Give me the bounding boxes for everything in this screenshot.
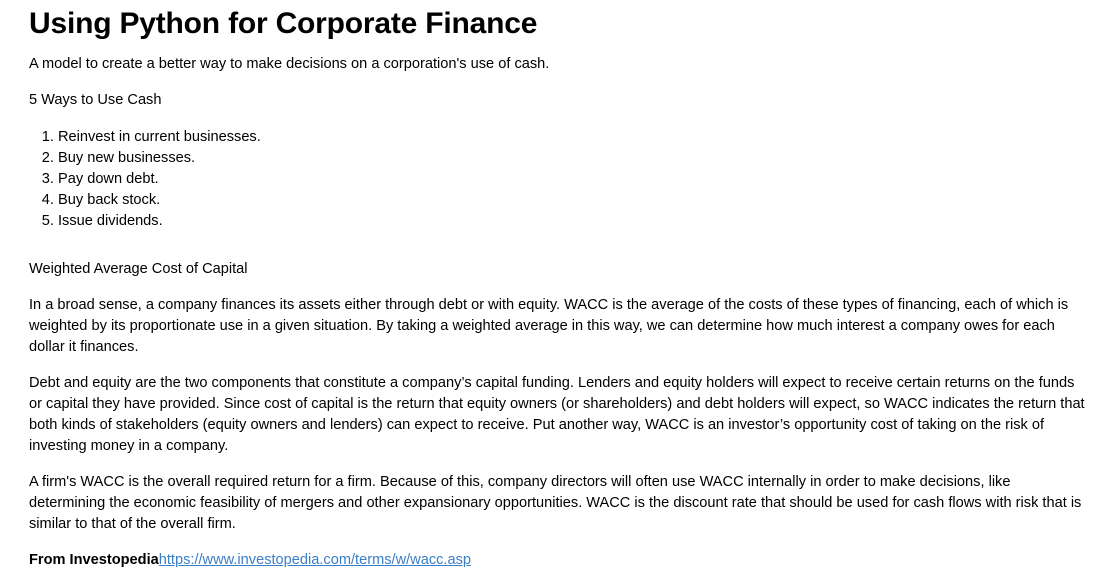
source-line [29,550,1086,571]
page-subtitle: A model to create a better way to make decisions on a corporation's use of cash. [29,56,550,72]
ways-list [29,127,1086,232]
wacc-paragraph: A firm's WACC is the overall required return for a firm. Because of this, company directors will often use WACC internally in order to make decisions, like determining the economic feasibility of mergers and other expansionary opportunities. WACC is the discount rate that should be used for cash flows with risk that is similar to that of the overall firm. [29,474,1082,532]
source-link[interactable]: https://www.investopedia.com/terms/w/wacc.asp [158,552,472,568]
ways-heading: 5 Ways to Use Cash [29,92,162,108]
list-item: 3. Pay down debt. [58,169,1086,190]
wacc-paragraph: Debt and equity are the two components that constitute a company’s capital funding. Lenders and equity holders will expect to receive certain returns on the funds or capital they have provided. Since cost of capital is the return that equity owners (or shareholders) and debt holders will expect, so WACC indicates the return that both kinds of stakeholders (equity owners and lenders) can expect to receive. Put another way, WACC is an investor’s opportunity cost of taking on the risk of investing money in a company. [29,375,1085,454]
list-item: 4. Buy back stock. [58,190,1086,211]
source-label: From Investopedia [29,552,159,568]
wacc-heading: Weighted Average Cost of Capital [29,261,248,277]
wacc-paragraph: In a broad sense, a company finances its assets either through debt or with equity. WACC is the average of the costs of these types of financing, each of which is weighted by its proportionate use in a given situation. By taking a weighted average in this way, we can determine how much interest a company owes for each dollar it finances. [29,297,1069,355]
list-item: 5. Issue dividends. [58,211,1086,232]
list-item: 1. Reinvest in current businesses. [58,127,1086,148]
list-item: 2. Buy new businesses. [58,148,1086,169]
page-title: Using Python for Corporate Finance [29,7,538,40]
notebook-markdown-cell [0,7,1100,571]
